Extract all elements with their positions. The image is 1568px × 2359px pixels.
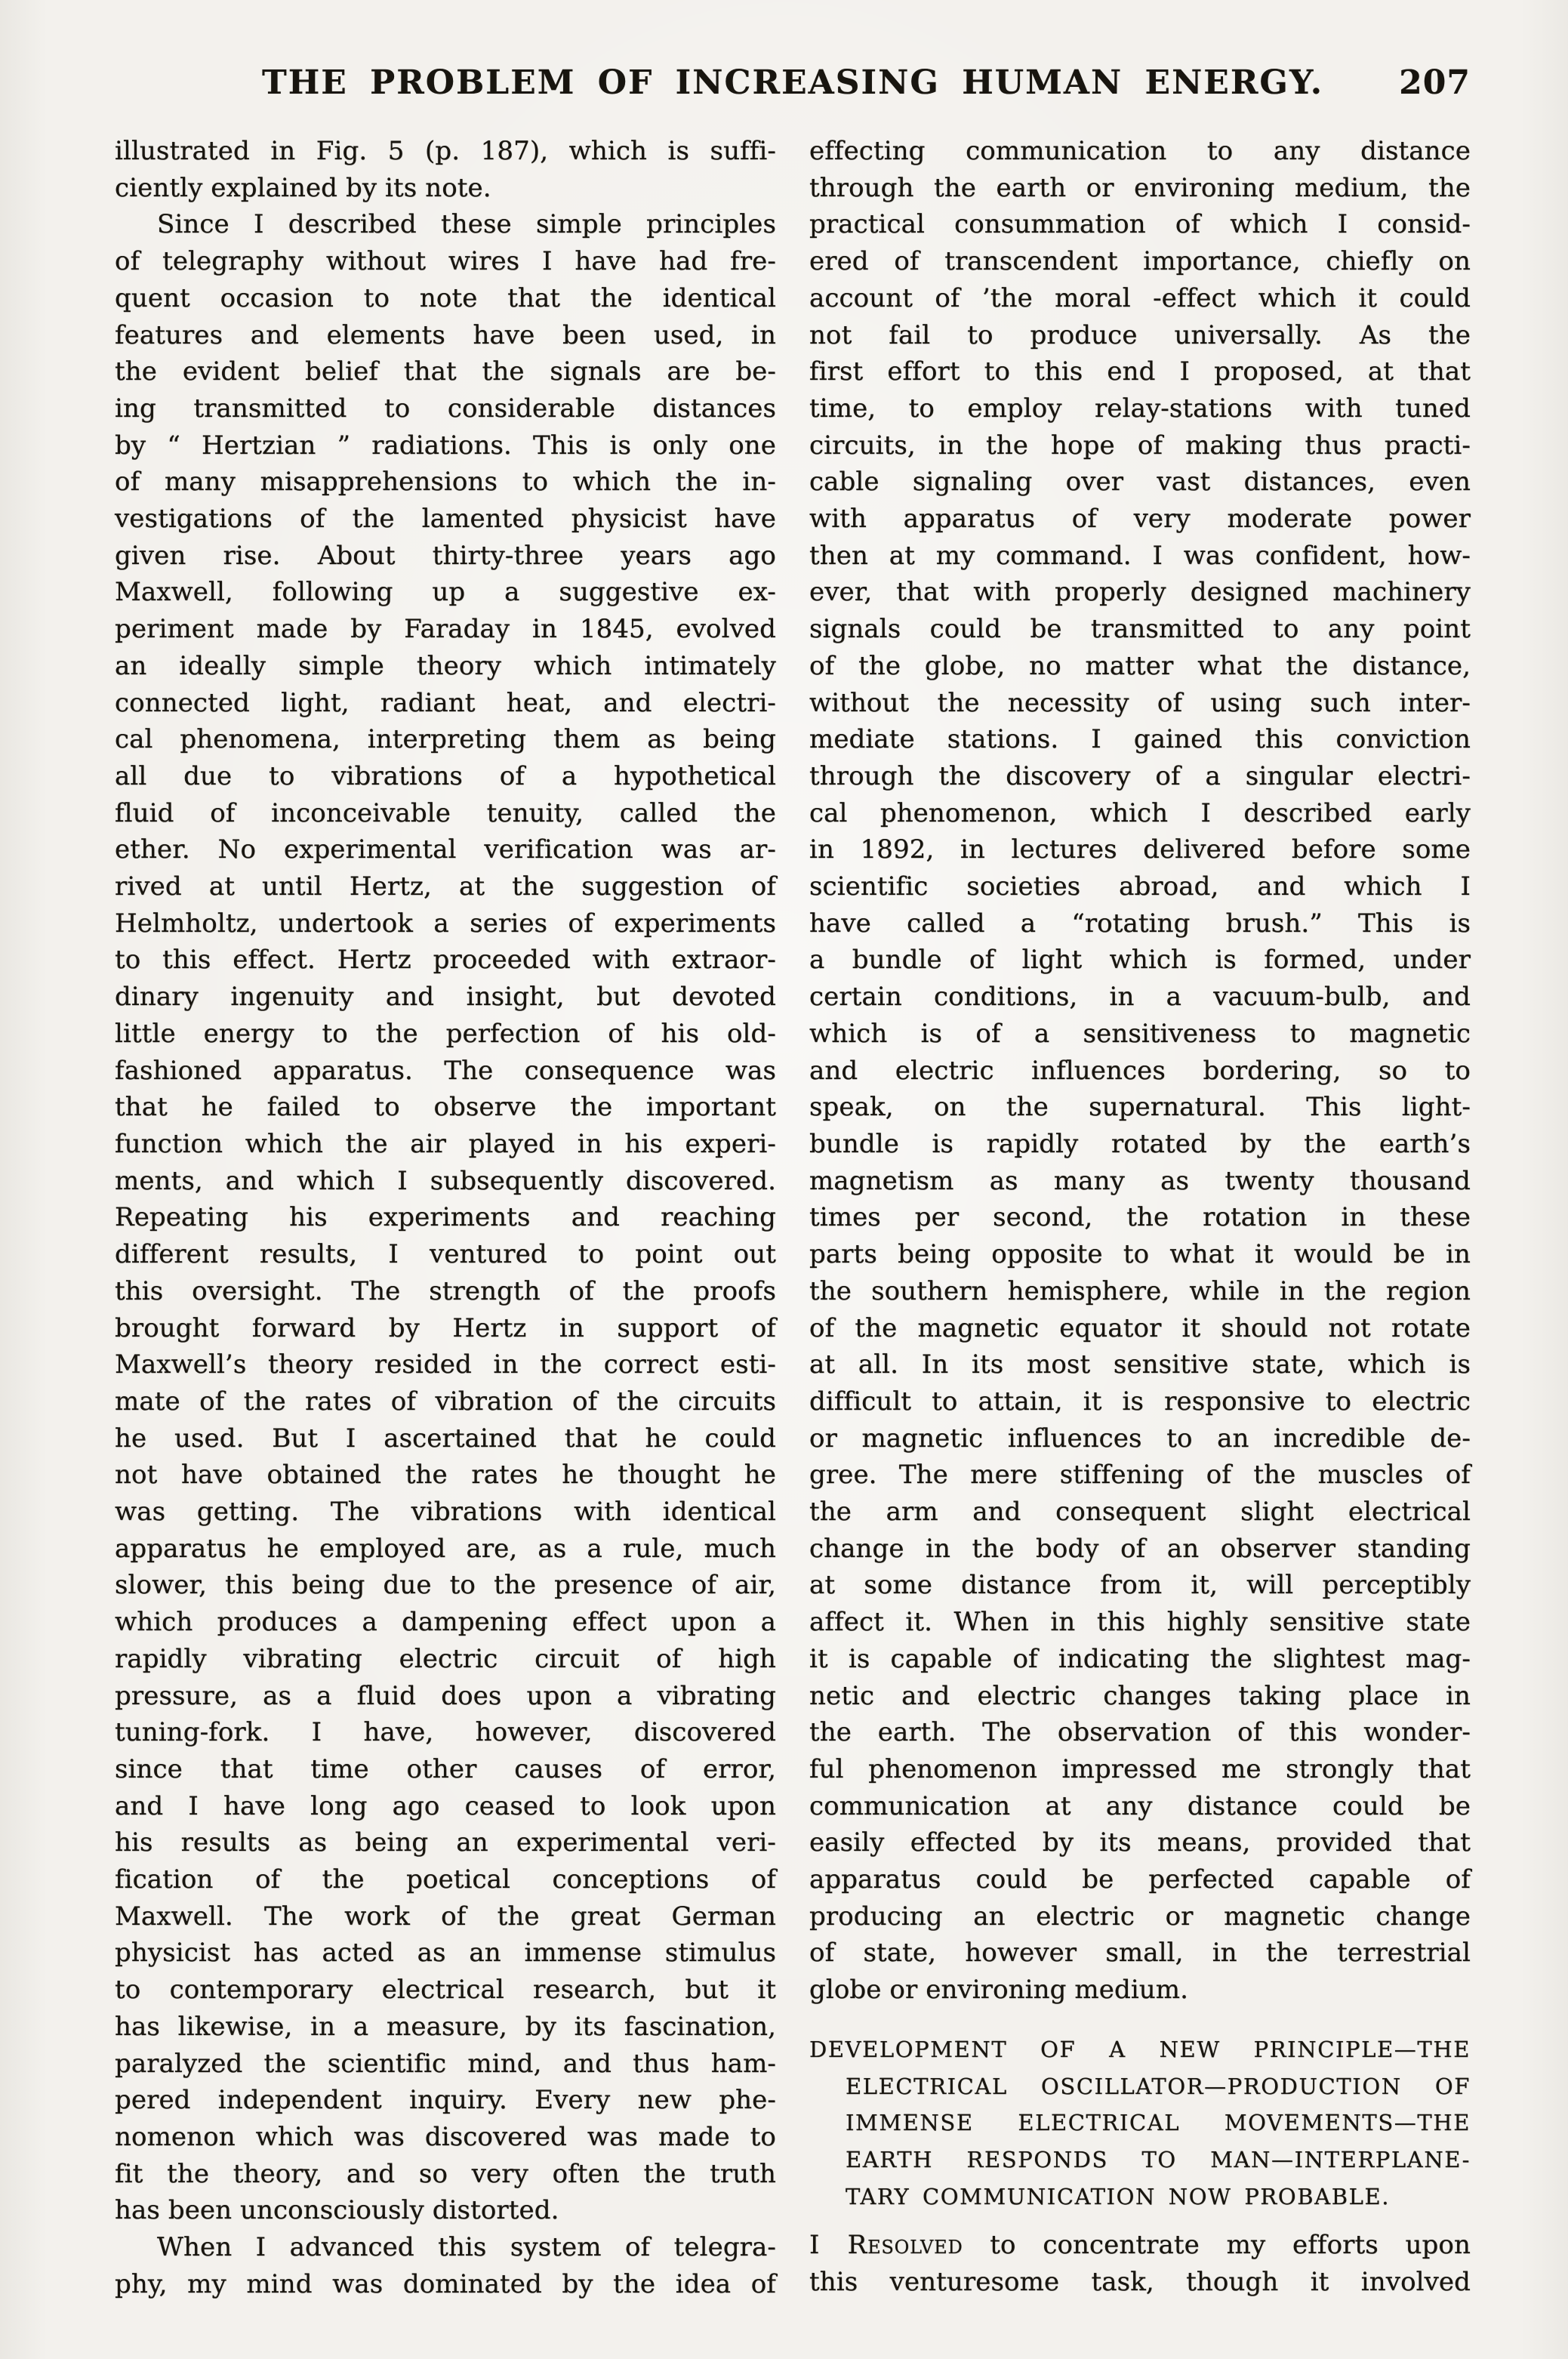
text-line: globe or environing medium.: [809, 1975, 1189, 2006]
text-line: that he failed to observe the important: [115, 1092, 776, 1123]
text-line: have called a “rotating brush.” This is: [809, 908, 1471, 939]
text-line: to contemporary electrical research, but it: [115, 1975, 776, 2006]
text-line: which is of a sensitiveness to magnetic: [809, 1018, 1471, 1049]
text-line: parts being opposite to what it would be in: [809, 1239, 1471, 1270]
text-line: certain conditions, in a vacuum-bulb, and: [809, 982, 1471, 1013]
text-line: Since I described these simple principles: [157, 209, 776, 240]
text-line: communication at any distance could be: [809, 1790, 1471, 1821]
text-line: tuning-fork. I have, however, discovered: [115, 1717, 776, 1748]
text-line: Helmholtz, undertook a series of experiments: [115, 908, 776, 939]
text-line: Maxwell’s theory resided in the correct esti-: [115, 1349, 776, 1380]
text-line: ing transmitted to considerable distances: [115, 393, 776, 424]
text-line: the southern hemisphere, while in the region: [809, 1275, 1471, 1306]
text-line: magnetism as many as twenty thousand: [809, 1165, 1471, 1196]
text-line: of the globe, no matter what the distance,: [809, 650, 1471, 681]
text-line: vestigations of the lamented physicist have: [115, 504, 776, 535]
text-line: since that time other causes of error,: [115, 1753, 776, 1784]
text-line: phy, my mind was dominated by the idea of: [115, 2268, 776, 2299]
text-line: ered of transcendent importance, chiefly on: [809, 246, 1471, 277]
text-line: quent occasion to note that the identical: [115, 282, 776, 313]
text-line: first effort to this end I proposed, at that: [809, 356, 1471, 387]
text-line: was getting. The vibrations with identical: [115, 1497, 776, 1528]
text-line: mate of the rates of vibration of the circuits: [115, 1386, 776, 1417]
text-line: netic and electric changes taking place in: [809, 1680, 1471, 1711]
text-line: has likewise, in a measure, by its fascination,: [115, 2011, 776, 2042]
text-line: the earth. The observation of this wonder-: [809, 1717, 1471, 1748]
text-line: pressure, as a fluid does upon a vibrating: [115, 1680, 776, 1711]
text-line: ful phenomenon impressed me strongly that: [809, 1753, 1471, 1784]
section-heading-line: ELECTRICAL OSCILLATOR—PRODUCTION OF: [846, 2073, 1471, 2099]
text-line: an ideally simple theory which intimately: [115, 650, 776, 681]
text-line: of many misapprehensions to which the in-: [115, 467, 776, 498]
text-line: fashioned apparatus. The consequence was: [115, 1055, 776, 1086]
text-line: not have obtained the rates he thought he: [115, 1460, 776, 1491]
small-caps-lead: I Resolved: [809, 2230, 963, 2261]
text-line: illustrated in Fig. 5 (p. 187), which is suffi-: [115, 136, 776, 166]
text-line: cable signaling over vast distances, even: [809, 467, 1471, 498]
two-column-text-block: [115, 133, 1471, 2302]
section-heading-line: DEVELOPMENT OF A NEW PRINCIPLE—THE: [809, 2036, 1471, 2062]
text-line: affect it. When in this highly sensitive state: [809, 1607, 1471, 1638]
text-line: rapidly vibrating electric circuit of high: [115, 1643, 776, 1674]
text-line: effecting communication to any distance: [809, 136, 1471, 166]
text-line: of state, however small, in the terrestrial: [809, 1938, 1471, 1969]
text-line: gree. The mere stiffening of the muscles of: [809, 1460, 1471, 1491]
text-line: function which the air played in his experi-: [115, 1128, 776, 1159]
text-line: he used. But I ascertained that he could: [115, 1423, 776, 1454]
text-line: scientific societies abroad, and which I: [809, 871, 1471, 902]
text-line: speak, on the supernatural. This light-: [809, 1092, 1471, 1123]
text-line: fluid of inconceivable tenuity, called the: [115, 797, 776, 828]
text-line: apparatus could be perfected capable of: [809, 1864, 1471, 1895]
text-line: the evident belief that the signals are be-: [115, 356, 776, 387]
text-line: Maxwell, following up a suggestive ex-: [115, 577, 776, 608]
text-line: the arm and consequent slight electrical: [809, 1497, 1471, 1528]
text-line: ciently explained by its note.: [115, 172, 491, 203]
text-line: producing an electric or magnetic change: [809, 1901, 1471, 1932]
page-number: 207: [1399, 63, 1471, 102]
text-line: all due to vibrations of a hypothetical: [115, 760, 776, 791]
text-line: of the magnetic equator it should not rotate: [809, 1312, 1471, 1343]
text-line: rived at until Hertz, at the suggestion of: [115, 871, 776, 902]
text-line: nomenon which was discovered was made to: [115, 2121, 776, 2152]
text-line: to this effect. Hertz proceeded with extraor-: [115, 945, 776, 976]
text-line: by “ Hertzian ” radiations. This is only one: [115, 430, 776, 461]
text-line: this venturesome task, though it involved: [809, 2267, 1471, 2298]
text-line: periment made by Faraday in 1845, evolved: [115, 614, 776, 645]
text-line: ever, that with properly designed machinery: [809, 577, 1471, 608]
text-line: through the earth or environing medium, the: [809, 172, 1471, 203]
text-line: in 1892, in lectures delivered before some: [809, 834, 1471, 865]
text-line: at all. In its most sensitive state, which is: [809, 1349, 1471, 1380]
left-column: [115, 133, 776, 2302]
text-line: cal phenomenon, which I described early: [809, 797, 1471, 828]
text-line: account of ’the moral -effect which it could: [809, 282, 1471, 313]
text-line: bundle is rapidly rotated by the earth’s: [809, 1128, 1471, 1159]
text-line: physicist has acted as an immense stimulus: [115, 1938, 776, 1969]
text-line: different results, I ventured to point out: [115, 1239, 776, 1270]
running-header-title: THE PROBLEM OF INCREASING HUMAN ENERGY.: [261, 63, 1324, 102]
text-line: cal phenomena, interpreting them as being: [115, 724, 776, 755]
text-line: then at my command. I was confident, how-: [809, 540, 1471, 571]
text-line: and I have long ago ceased to look upon: [115, 1790, 776, 1821]
text-line: features and elements have been used, in: [115, 319, 776, 350]
text-line: given rise. About thirty-three years ago: [115, 540, 776, 571]
text-line: which produces a dampening effect upon a: [115, 1607, 776, 1638]
text-line: ments, and which I subsequently discovered.: [115, 1165, 776, 1196]
text-line: difficult to attain, it is responsive to electric: [809, 1386, 1471, 1417]
section-heading-line: IMMENSE ELECTRICAL MOVEMENTS—THE: [846, 2110, 1471, 2136]
text-line: not fail to produce universally. As the: [809, 319, 1471, 350]
text-line: Maxwell. The work of the great German: [115, 1901, 776, 1932]
text-line: this oversight. The strength of the proofs: [115, 1275, 776, 1306]
text-line: slower, this being due to the presence of air,: [115, 1570, 776, 1601]
text-line: signals could be transmitted to any point: [809, 614, 1471, 645]
text-line: without the necessity of using such inter-: [809, 687, 1471, 718]
text-line: brought forward by Hertz in support of: [115, 1312, 776, 1343]
text-line: or magnetic influences to an incredible de-: [809, 1423, 1471, 1454]
text-line: times per second, the rotation in these: [809, 1202, 1471, 1233]
text-line: pered independent inquiry. Every new phe-: [115, 2085, 776, 2116]
text-line: a bundle of light which is formed, under: [809, 945, 1471, 976]
text-line: When I advanced this system of telegra-: [157, 2232, 776, 2263]
text-line: easily effected by its means, provided that: [809, 1827, 1471, 1858]
text-line: change in the body of an observer standing: [809, 1533, 1471, 1564]
text-line: with apparatus of very moderate power: [809, 504, 1471, 535]
text-line: his results as being an experimental veri-: [115, 1827, 776, 1858]
text-line: mediate stations. I gained this conviction: [809, 724, 1471, 755]
text-line: circuits, in the hope of making thus practi-: [809, 430, 1471, 461]
text-line: it is capable of indicating the slightest mag-: [809, 1643, 1471, 1674]
text-line: dinary ingenuity and insight, but devoted: [115, 982, 776, 1013]
text-line: ether. No experimental verification was ar-: [115, 834, 776, 865]
section-heading-line: EARTH RESPONDS TO MAN—INTERPLANE-: [846, 2146, 1471, 2172]
text-line: I Resolved to concentrate my efforts upon: [809, 2230, 1471, 2261]
text-line: through the discovery of a singular electri-: [809, 760, 1471, 791]
text-line: fication of the poetical conceptions of: [115, 1864, 776, 1895]
text-line: of telegraphy without wires I have had fre-: [115, 246, 776, 277]
text-line: little energy to the perfection of his old-: [115, 1018, 776, 1049]
right-column: [809, 133, 1471, 2302]
text-line: at some distance from it, will perceptibly: [809, 1570, 1471, 1601]
text-line: paralyzed the scientific mind, and thus ham-: [115, 2048, 776, 2079]
text-line: Repeating his experiments and reaching: [115, 1202, 776, 1233]
section-heading-line: TARY COMMUNICATION NOW PROBABLE.: [846, 2183, 1391, 2209]
text-line: has been unconsciously distorted.: [115, 2195, 559, 2226]
text-line: and electric influences bordering, so to: [809, 1055, 1471, 1086]
text-line: time, to employ relay-stations with tuned: [809, 393, 1471, 424]
text-line: apparatus he employed are, as a rule, much: [115, 1533, 776, 1564]
text-line: connected light, radiant heat, and electri-: [115, 687, 776, 718]
text-line: practical consummation of which I consid-: [809, 209, 1471, 240]
text-line: fit the theory, and so very often the truth: [115, 2158, 776, 2189]
